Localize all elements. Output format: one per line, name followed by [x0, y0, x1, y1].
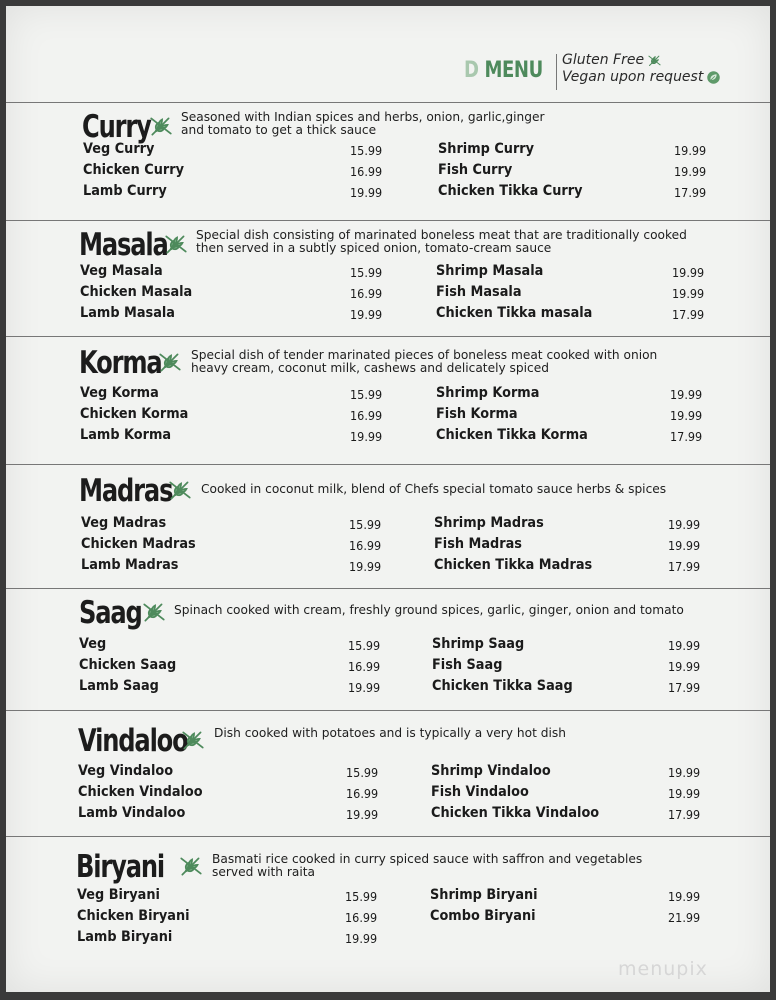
menu-item-name: Lamb Madras — [81, 557, 179, 573]
menu-item-price: 15.99 — [350, 143, 383, 158]
menu-item-name: Chicken Tikka Curry — [438, 183, 583, 199]
menu-item-name: Chicken Korma — [80, 406, 189, 422]
menu-item-name: Chicken Tikka Madras — [434, 557, 593, 573]
menu-item-name: Chicken Biryani — [77, 908, 190, 924]
menu-header — [6, 46, 770, 102]
menu-item-price: 19.99 — [668, 659, 701, 674]
section-title: Curry — [82, 109, 151, 145]
menu-item-price: 17.99 — [674, 185, 707, 200]
menu-item-name: Veg Curry — [83, 141, 155, 157]
menu-item-price: 15.99 — [346, 765, 379, 780]
menu-item-name: Shrimp Saag — [432, 636, 525, 652]
menu-item-name: Shrimp Vindaloo — [431, 763, 551, 779]
section-description — [214, 727, 734, 740]
menu-item-price: 15.99 — [350, 265, 383, 280]
menu-item-price: 16.99 — [350, 286, 383, 301]
menu-item-name: Veg Madras — [81, 515, 167, 531]
menu-item-name: Lamb Curry — [83, 183, 167, 199]
menu-item-name: Chicken Curry — [83, 162, 185, 178]
description-line: Cooked in coconut milk, blend of Chefs special tomato sauce herbs & spices — [201, 482, 667, 496]
menu-item-name: Shrimp Biryani — [430, 887, 538, 903]
description-line: served with raita — [212, 865, 316, 879]
section-description — [181, 111, 701, 137]
menu-item-name: Lamb Vindaloo — [78, 805, 186, 821]
menu-item-price: 15.99 — [345, 889, 378, 904]
menu-item-name: Fish Madras — [434, 536, 522, 552]
menu-item-price: 19.99 — [668, 538, 701, 553]
description-line: and tomato to get a thick sauce — [181, 123, 377, 137]
menu-item-price: 19.99 — [346, 807, 379, 822]
menu-item-price: 19.99 — [349, 559, 382, 574]
menu-item-price: 17.99 — [672, 307, 705, 322]
diet-legend — [562, 52, 721, 86]
section-description — [201, 483, 721, 496]
menu-item-name: Chicken Tikka Korma — [436, 427, 588, 443]
menu-section-vindaloo — [6, 710, 770, 837]
menu-item-name: Shrimp Masala — [436, 263, 544, 279]
menu-item-price: 19.99 — [674, 164, 707, 179]
menu-item-name: Fish Curry — [438, 162, 513, 178]
menu-item-price: 16.99 — [350, 164, 383, 179]
menu-item-name: Lamb Masala — [80, 305, 176, 321]
section-title: Vindaloo — [78, 723, 188, 759]
menu-item-price: 19.99 — [670, 387, 703, 402]
section-description — [191, 349, 711, 375]
menu-item-price: 17.99 — [668, 559, 701, 574]
menu-item-price: 16.99 — [348, 659, 381, 674]
wheat-leaf-icon — [180, 727, 206, 753]
wheat-leaf-icon — [167, 477, 193, 503]
menu-item-name: Chicken Madras — [81, 536, 196, 552]
menu-item-name: Chicken Tikka Vindaloo — [431, 805, 600, 821]
menu-item-price: 19.99 — [668, 517, 701, 532]
description-line: Dish cooked with potatoes and is typically a very hot dish — [214, 726, 566, 740]
menu-section-curry — [6, 102, 770, 221]
menu-item-name: Chicken Masala — [80, 284, 193, 300]
menu-page — [6, 6, 770, 992]
menu-item-name: Shrimp Curry — [438, 141, 535, 157]
menu-item-name: Veg Biryani — [77, 887, 160, 903]
menu-section-saag — [6, 588, 770, 711]
description-line: Special dish of tender marinated pieces of boneless meat cooked with onion — [191, 348, 658, 362]
vegan-leaf-icon — [706, 70, 721, 85]
vegan-label: Vegan upon request — [562, 69, 704, 85]
menu-item-price: 19.99 — [350, 429, 383, 444]
menu-item-name: Veg Vindaloo — [78, 763, 174, 779]
menu-item-price: 16.99 — [350, 408, 383, 423]
menu-section-madras — [6, 464, 770, 589]
section-title: Biryani — [76, 849, 165, 885]
wheat-leaf-icon — [178, 853, 204, 879]
section-title: Korma — [79, 345, 162, 381]
menu-item-name: Fish Korma — [436, 406, 518, 422]
menu-item-name: Veg Masala — [80, 263, 163, 279]
menu-item-price: 17.99 — [670, 429, 703, 444]
menu-heading: D MENU — [464, 58, 543, 83]
wheat-leaf-icon — [141, 599, 167, 625]
header-divider — [556, 54, 557, 90]
menu-item-name: Shrimp Korma — [436, 385, 540, 401]
wheat-leaf-icon — [157, 349, 183, 375]
wheat-leaf-icon — [647, 53, 662, 68]
menu-item-price: 16.99 — [346, 786, 379, 801]
menu-section-masala — [6, 220, 770, 337]
menu-item-price: 19.99 — [668, 786, 701, 801]
menu-item-name: Lamb Saag — [79, 678, 159, 694]
menu-item-price: 19.99 — [348, 680, 381, 695]
menu-item-price: 16.99 — [349, 538, 382, 553]
description-line: Seasoned with Indian spices and herbs, onion, garlic,ginger — [181, 110, 545, 124]
menu-item-price: 17.99 — [668, 807, 701, 822]
menu-item-price: 19.99 — [668, 765, 701, 780]
menu-item-price: 19.99 — [668, 638, 701, 653]
menu-item-name: Shrimp Madras — [434, 515, 544, 531]
section-description — [212, 853, 732, 879]
menu-item-name: Veg Korma — [80, 385, 159, 401]
menu-item-name: Veg — [79, 636, 107, 652]
watermark: menupix — [618, 958, 708, 980]
wheat-leaf-icon — [163, 231, 189, 257]
menu-item-name: Chicken Tikka Saag — [432, 678, 573, 694]
menu-item-price: 16.99 — [345, 910, 378, 925]
menu-item-name: Chicken Saag — [79, 657, 177, 673]
section-description — [174, 604, 694, 617]
menu-item-price: 19.99 — [668, 889, 701, 904]
description-line: Spinach cooked with cream, freshly ground spices, garlic, ginger, onion and tomato — [174, 603, 684, 617]
description-line: Special dish consisting of marinated boneless meat that are traditionally cooked — [196, 228, 687, 242]
wheat-leaf-icon — [148, 113, 174, 139]
menu-item-name: Fish Vindaloo — [431, 784, 529, 800]
menu-item-price: 15.99 — [348, 638, 381, 653]
menu-item-price: 19.99 — [345, 931, 378, 946]
menu-item-price: 19.99 — [672, 265, 705, 280]
menu-item-price: 19.99 — [350, 307, 383, 322]
menu-item-price: 19.99 — [670, 408, 703, 423]
section-title: Madras — [79, 473, 173, 509]
menu-item-name: Lamb Biryani — [77, 929, 173, 945]
menu-item-price: 19.99 — [672, 286, 705, 301]
description-line: heavy cream, coconut milk, cashews and delicately spiced — [191, 361, 549, 375]
menu-item-price: 19.99 — [674, 143, 707, 158]
description-line: then served in a subtly spiced onion, tomato-cream sauce — [196, 241, 552, 255]
menu-section-korma — [6, 336, 770, 465]
menu-item-name: Fish Masala — [436, 284, 522, 300]
description-line: Basmati rice cooked in curry spiced sauce with saffron and vegetables — [212, 852, 643, 866]
section-title: Saag — [79, 595, 142, 631]
menu-item-name: Lamb Korma — [80, 427, 172, 443]
menu-item-price: 15.99 — [349, 517, 382, 532]
menu-item-price: 17.99 — [668, 680, 701, 695]
menu-item-name: Combo Biryani — [430, 908, 536, 924]
gluten-free-label: Gluten Free — [562, 52, 645, 68]
section-title: Masala — [79, 227, 168, 263]
menu-item-name: Chicken Tikka masala — [436, 305, 593, 321]
menu-item-price: 15.99 — [350, 387, 383, 402]
menu-item-name: Chicken Vindaloo — [78, 784, 203, 800]
menu-item-price: 21.99 — [668, 910, 701, 925]
menu-item-price: 19.99 — [350, 185, 383, 200]
section-description — [196, 229, 716, 255]
menu-item-name: Fish Saag — [432, 657, 503, 673]
